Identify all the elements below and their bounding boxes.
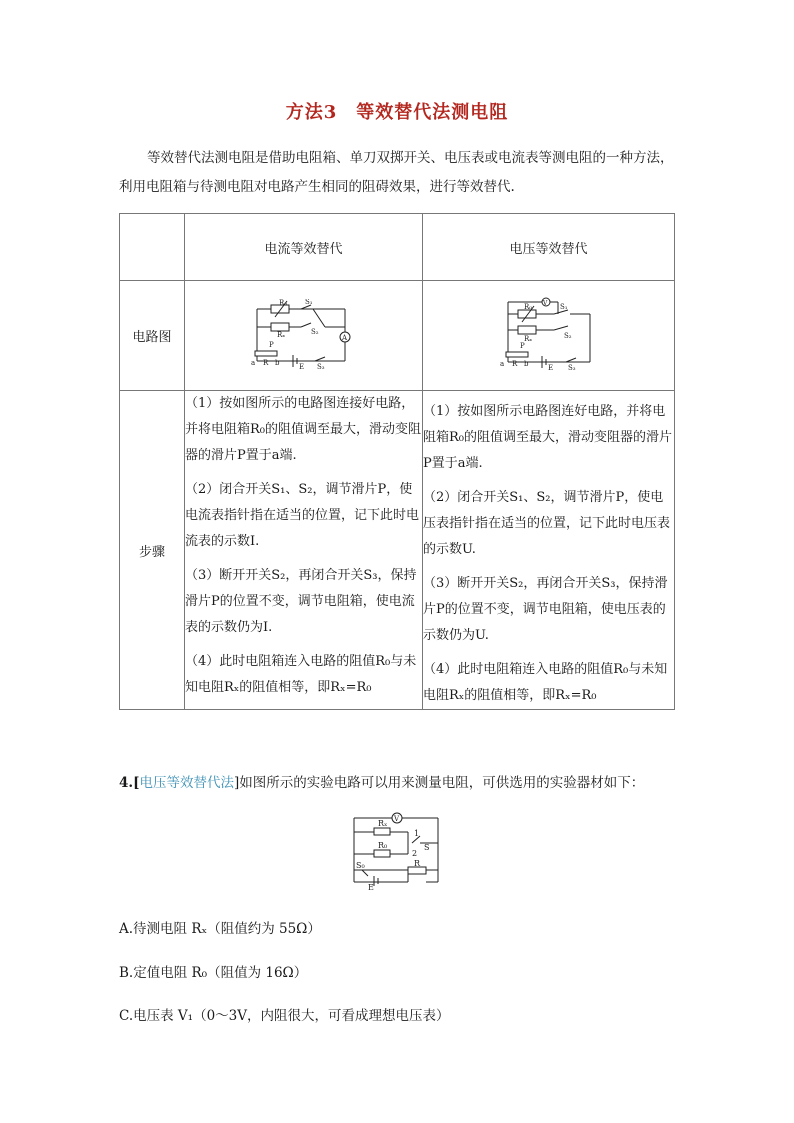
row-header-steps: 步骤 bbox=[120, 391, 185, 710]
label-S0: S₀ bbox=[356, 861, 365, 870]
label-R0: R₀ bbox=[278, 298, 287, 307]
label-S3: S₃ bbox=[567, 364, 576, 371]
current-step-1: （1）按如图所示的电路图连接好电路，并将电阻箱R₀的阻值调至最大，滑动变阻器的滑片P置于a端. bbox=[185, 396, 421, 463]
table-corner bbox=[120, 214, 185, 281]
voltmeter-V: V bbox=[394, 815, 400, 823]
label-Rx: Rₓ bbox=[523, 335, 532, 343]
label-P: P bbox=[268, 340, 274, 349]
label-E: E bbox=[547, 364, 553, 371]
question-tag: 电压等效替代法 bbox=[139, 775, 234, 791]
label-R0: R₀ bbox=[523, 303, 532, 311]
voltage-step-2: （2）闭合开关S₁、S₂，调节滑片P，使电压表指针指在适当的位置，记下此时电压表的示数U. bbox=[423, 490, 671, 557]
current-step-4: （4）此时电阻箱连入电路的阻值R₀与未知电阻Rₓ的阻值相等，即Rₓ=R₀ bbox=[185, 654, 417, 695]
voltage-step-4: （4）此时电阻箱连入电路的阻值R₀与未知电阻Rₓ的阻值相等，即Rₓ=R₀ bbox=[423, 662, 668, 703]
label-2: 2 bbox=[412, 849, 418, 858]
label-S2: S₂ bbox=[310, 327, 319, 336]
label-S2: S₂ bbox=[563, 332, 572, 340]
current-step-3: （3）断开开关S₂，再闭合开关S₃，保持滑片P的位置不变，调节电阻箱，使电流表的示数仍为I. bbox=[185, 568, 417, 635]
option-c: C.电压表 V₁（0～3V，内阻很大，可看成理想电压表） bbox=[119, 1008, 450, 1024]
option-b: B.定值电阻 R₀（阻值为 16Ω） bbox=[119, 965, 308, 981]
label-S1: S₁ bbox=[559, 303, 568, 311]
label-R: R bbox=[511, 360, 517, 368]
label-b: b bbox=[523, 360, 528, 368]
voltmeter-V: V bbox=[542, 300, 547, 307]
label-a: a bbox=[499, 360, 504, 368]
question-circuit bbox=[348, 806, 448, 890]
label-E: E bbox=[368, 883, 374, 890]
label-R0: R₀ bbox=[378, 841, 388, 850]
current-step-2: （2）闭合开关S₁、S₂，调节滑片P，使电流表指针指在适当的位置，记下此时电流表的示数I. bbox=[185, 482, 420, 549]
page-title: 方法3 等效替代法测电阻 bbox=[285, 102, 509, 123]
label-S3: S₃ bbox=[316, 362, 325, 369]
question-number: 4.[ bbox=[119, 775, 140, 791]
label-b: b bbox=[274, 358, 279, 367]
row-header-circuit: 电路图 bbox=[120, 281, 185, 391]
label-R: R bbox=[262, 358, 268, 367]
comparison-table bbox=[119, 213, 675, 710]
label-P: P bbox=[519, 342, 525, 350]
option-a: A.待测电阻 Rₓ（阻值约为 55Ω） bbox=[119, 921, 321, 937]
question-4 bbox=[119, 771, 644, 791]
label-S: S bbox=[424, 843, 430, 852]
label-1: 1 bbox=[414, 829, 420, 838]
label-E: E bbox=[298, 362, 304, 369]
col-header-voltage: 电压等效替代 bbox=[423, 214, 675, 281]
label-Rx: Rₓ bbox=[276, 330, 285, 339]
intro-paragraph: 等效替代法测电阻是借助电阻箱、单刀双掷开关、电压表或电流表等测电阻的一种方法，利用电阻箱与待测电阻对电路产生相同的阻碍效果，进行等效替代. bbox=[119, 150, 674, 195]
voltage-circuit-cell bbox=[423, 281, 675, 391]
label-S1: S₁ bbox=[304, 298, 313, 306]
current-circuit-cell bbox=[185, 281, 423, 391]
label-Rx: Rₓ bbox=[378, 819, 388, 828]
voltage-substitution-circuit bbox=[494, 296, 604, 371]
voltage-step-1: （1）按如图所示电路图连好电路，并将电阻箱R₀的阻值调至最大，滑动变阻器的滑片P置于a端. bbox=[423, 404, 672, 471]
col-header-current: 电流等效替代 bbox=[185, 214, 423, 281]
current-substitution-circuit bbox=[249, 299, 359, 369]
voltage-step-3: （3）断开开关S₂，再闭合开关S₃，保持滑片P的位置不变，调节电阻箱，使电压表的示数仍为U. bbox=[423, 576, 668, 643]
label-a: a bbox=[250, 358, 255, 367]
current-steps-cell bbox=[185, 391, 423, 710]
voltage-steps-cell bbox=[423, 391, 675, 710]
ammeter-A: A bbox=[341, 333, 347, 342]
question-text: ]如图所示的实验电路可以用来测量电阻，可供选用的实验器材如下： bbox=[233, 775, 645, 791]
label-R: R bbox=[414, 859, 421, 868]
